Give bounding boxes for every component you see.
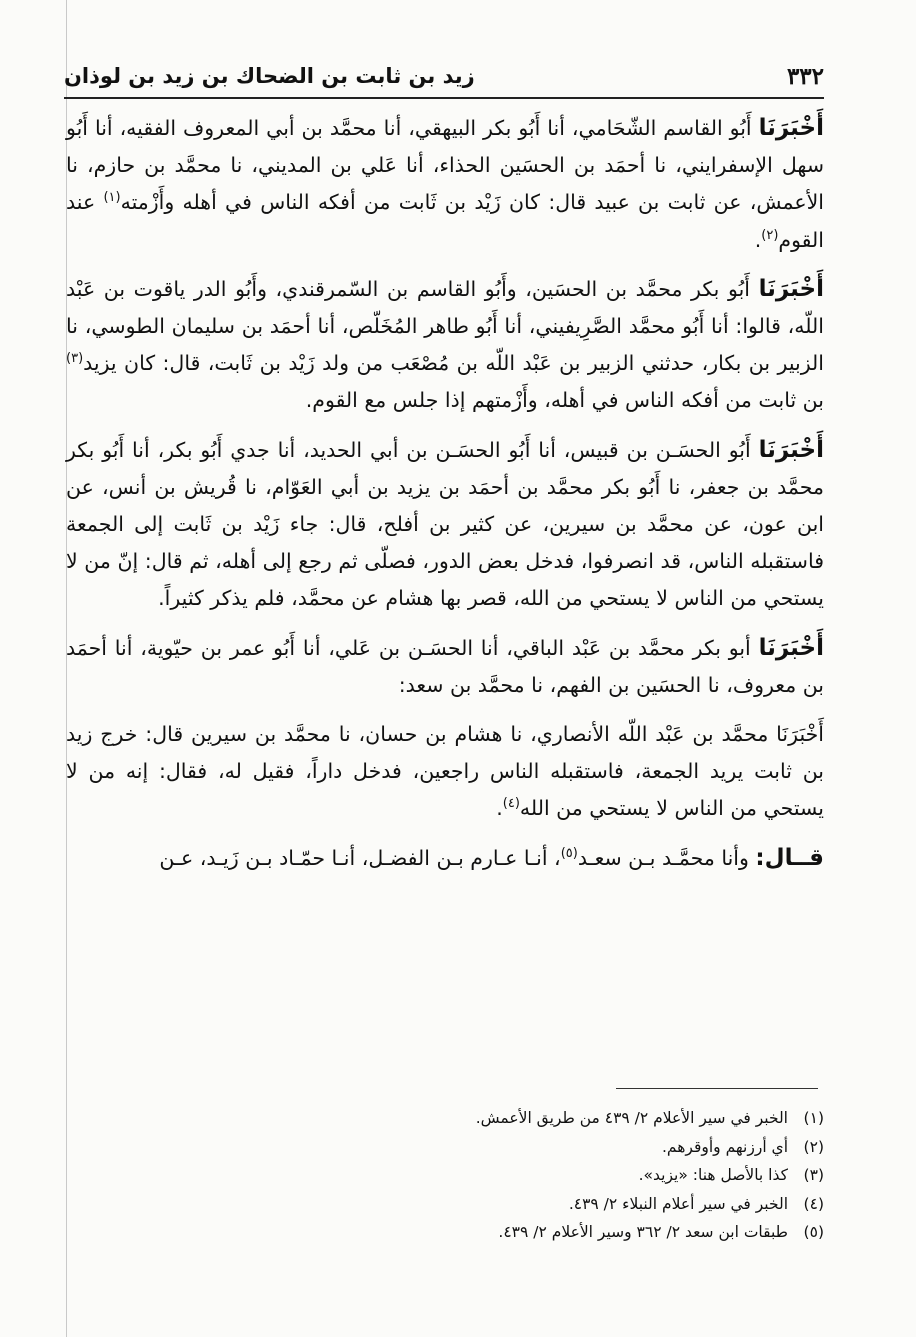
footnote-number: (٤) [803,1194,824,1213]
paragraph-text: أَبُو بكر محمَّد بن الحسَين، وأَبُو القاسم بن السّمرقندي، وأَبُو الدر ياقوت بن عَبْد اللّه، قالوا: أنا أَبُو محمَّد الصَّرِيفيني، أنا أَبُو طاهر المُخَلّص، أنا أحمَد بن سليمان الطوسي، نا الزبير بن بكار، حدثني الزبير بن عَبْد اللّه بن مُصْعَب من ولد زَيْد بن ثَابت، قال: كان يزيد [66,276,824,376]
paragraph-text: أَبُو الحسَـن بن قبيس، أنا أَبُو الحسَـن بن أبي الحديد، أنا جدي أَبُو بكر، أنا أَبُو بكر محمَّد بن جعفر، نا أَبُو بكر محمَّد بن أحمَد بن يزيد بن أبي العَوّام، نا قُريش بن أنس، عن ابن عون، عن محمَّد بن سيرين، عن كثير بن أفلح، قال: جاء زَيْد بن ثَابت إلى الجمعة فاستقبله الناس، قد انصرفوا، فدخل بعض الدور، فصلّى ثم رجع إلى أهله، ثم قال: إنّ من لا يستحي من الناس لا يستحي من الله، قصر بها هشام عن محمَّد، فلم يذكر كثيراً. [66,437,824,611]
footnote-ref-3: (٣) [66,351,84,367]
footnote-number: (٣) [803,1166,824,1184]
running-title: زيد بن ثابت بن الضحاك بن زيد بن لوذان [64,64,475,88]
paragraph-text-cont: ، أنـا عـارم بـن الفضـل، أنـا حمّـاد بـن زَيـد، عـن [159,845,561,870]
paragraph-3 [66,432,824,618]
page-header [64,58,824,94]
footnote-text: أي أرزنهم وأوقرهم. [662,1137,788,1156]
paragraph-text: أَبُو القاسم الشّحَامي، أنا أَبُو بكر البيهقي، أنا محمَّد بن أبي المعروف الفقيه، أنا أَبُو سهل الإسفرايني، نا أحمَد بن الحسَين الحذاء، أنا عَلي بن المديني، نا محمَّد بن حازم، نا الأعمش، عن ثابت بن عبيد قال: كان زَيْد بن ثَابت من أفكه الناس في أهله وأَزْمته [66,116,824,215]
paragraph-text: أَخْبَرَنَا محمَّد بن عَبْد اللّه الأنصاري، نا هشام بن حسان، نا محمَّد بن سيرين قال: خرج زيد بن ثابت يريد الجمعة، فاستقبله الناس راجعين، فدخل داراً، فقيل له، فقال: إنه من لا يستحي من الناس لا يستحي من الله [66,722,824,821]
footnote-item [380,1190,824,1219]
paragraph-keyword: أَخْبَرَنَا [758,275,824,302]
paragraph-4 [66,630,824,704]
paragraph-keyword: أَخْبَرَنَا [758,436,824,463]
footnotes [380,1104,824,1247]
paragraph-5 [66,716,824,828]
footnote-item [380,1218,824,1247]
header-rule [64,97,824,99]
footnote-text: طبقات ابن سعد ٢/ ٣٦٢ وسير الأعلام ٢/ ٤٣٩. [498,1223,788,1241]
paragraph-text-cont: عند القوم [66,190,824,252]
footnote-ref-2: (٢) [761,227,779,243]
main-text [66,110,824,889]
paragraph-text: وأنا محمَّـد بـن سعـد [577,845,756,870]
page-number: ٣٣٢ [786,62,824,90]
paragraph-1 [66,110,824,259]
footnote-rule [616,1088,818,1089]
footnote-ref-4: (٤) [502,796,520,812]
footnote-item [380,1161,824,1190]
footnote-text: الخبر في سير أعلام النبلاء ٢/ ٤٣٩. [568,1194,788,1213]
footnote-ref-5: (٥) [560,845,578,861]
footnote-number: (٢) [803,1137,824,1156]
footnote-text: كذا بالأصل هنا: «يزيد». [638,1166,788,1184]
footnote-item [380,1104,824,1133]
paragraph-text-end: . [754,227,762,252]
paragraph-text-cont: بن ثابت من أفكه الناس في أهله، وأَزْمتهم إذا جلس مع القوم. [305,388,824,413]
footnote-number: (٥) [803,1223,824,1241]
paragraph-keyword: قــال: [755,844,824,871]
paragraph-keyword: أَخْبَرَنَا [758,634,824,661]
paragraph-2 [66,271,824,420]
footnote-item [380,1133,824,1162]
paragraph-text-cont: . [496,796,503,821]
paragraph-keyword: أَخْبَرَنَا [758,115,824,141]
footnote-ref-1: (١) [103,190,121,206]
paragraph-text: أبو بكر محمَّد بن عَبْد الباقي، أنا الحسَـن بن عَلي، أنا أَبُو عمر بن حيّوية، أنا أحمَد بن معروف، نا الحسَين بن الفهم، نا محمَّد بن سعد: [66,635,824,697]
paragraph-6 [66,840,824,877]
footnote-number: (١) [803,1109,824,1127]
footnote-text: الخبر في سير الأعلام ٢/ ٤٣٩ من طريق الأعمش. [475,1109,788,1127]
